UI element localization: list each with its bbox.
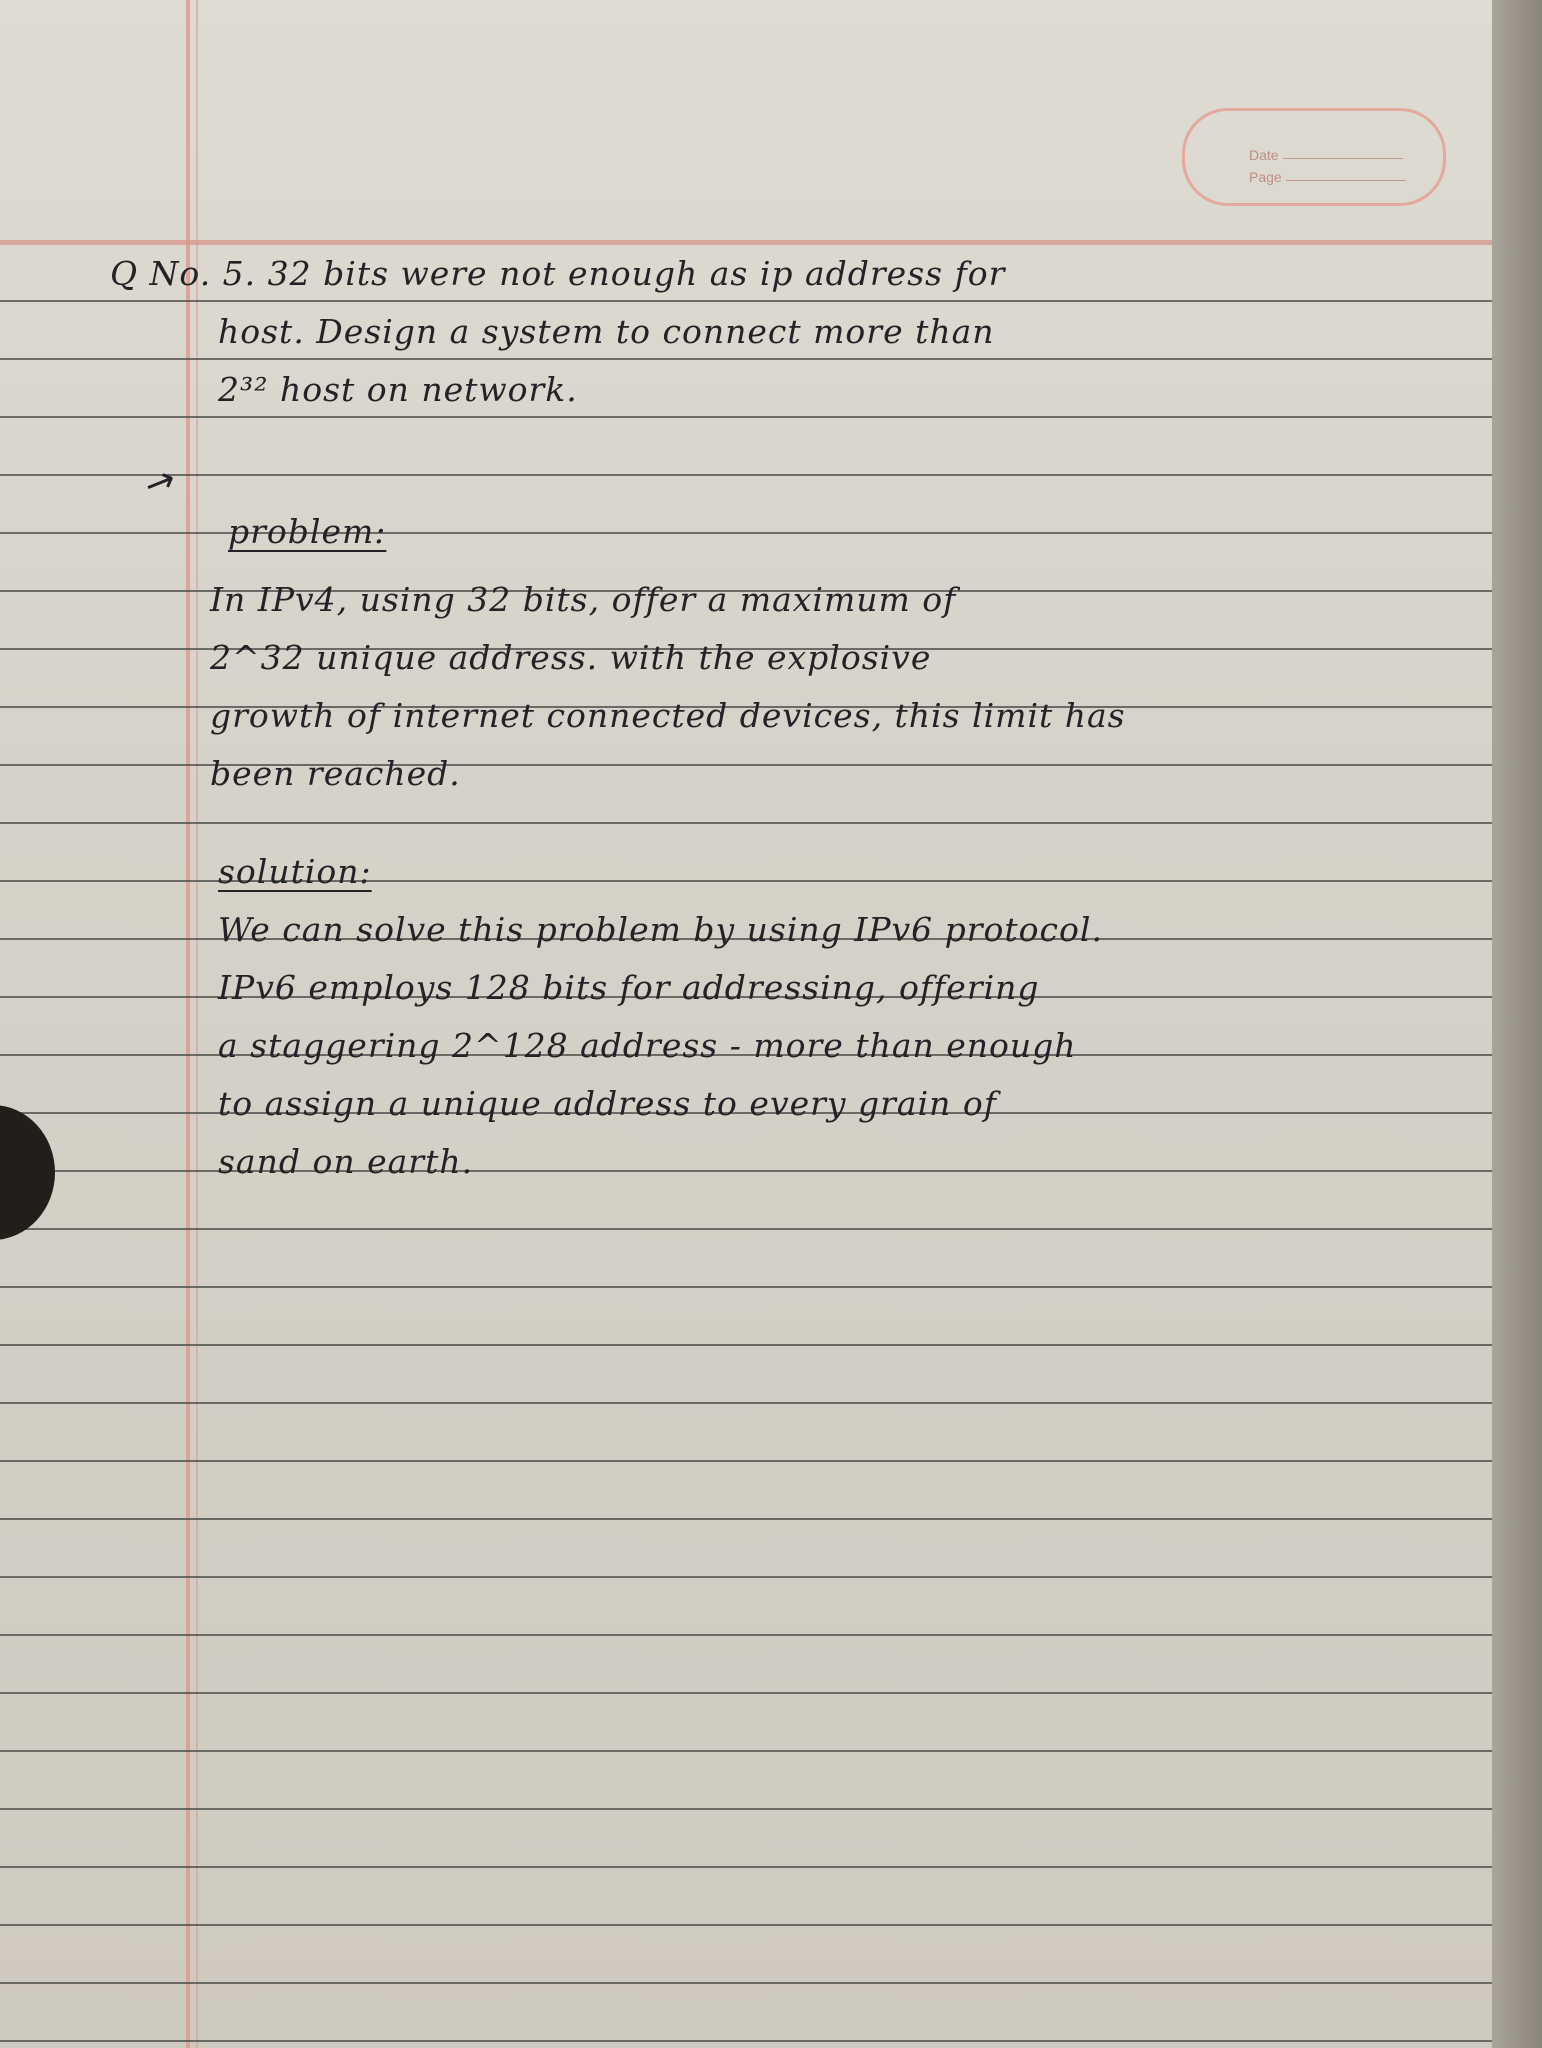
problem-line: 2^32 unique address. with the explosive xyxy=(210,638,932,677)
ruled-line xyxy=(0,1924,1492,1926)
ruled-line xyxy=(0,1692,1492,1694)
ruled-line xyxy=(0,1228,1492,1230)
solution-heading: solution: xyxy=(218,852,372,891)
top-margin-line xyxy=(0,240,1492,245)
solution-line: to assign a unique address to every grain of xyxy=(218,1084,997,1123)
left-margin-line xyxy=(186,0,190,2048)
solution-line: sand on earth. xyxy=(218,1142,474,1181)
ruled-line xyxy=(0,1982,1492,1984)
question-line: Q No. 5. 32 bits were not enough as ip address for xyxy=(110,254,1006,293)
ruled-line xyxy=(0,300,1492,302)
ruled-line xyxy=(0,1634,1492,1636)
ruled-line xyxy=(0,1750,1492,1752)
question-line: 2³² host on network. xyxy=(218,370,578,409)
ruled-line xyxy=(0,416,1492,418)
date-page-box xyxy=(1182,108,1446,206)
ruled-line xyxy=(0,1344,1492,1346)
problem-line: In IPv4, using 32 bits, offer a maximum of xyxy=(210,580,957,619)
ruled-line xyxy=(0,822,1492,824)
solution-line: IPv6 employs 128 bits for addressing, offering xyxy=(218,968,1040,1007)
question-line: host. Design a system to connect more than xyxy=(218,312,995,351)
page-blank xyxy=(1286,180,1406,181)
date-blank xyxy=(1283,158,1403,159)
ruled-line xyxy=(0,1518,1492,1520)
ruled-line xyxy=(0,358,1492,360)
left-margin-line-secondary xyxy=(196,0,198,2048)
page-edge-shadow xyxy=(1492,0,1542,2048)
ruled-line xyxy=(0,1576,1492,1578)
solution-line: We can solve this problem by using IPv6 protocol. xyxy=(218,910,1103,949)
ruled-line xyxy=(0,1866,1492,1868)
ruled-line xyxy=(0,1808,1492,1810)
ruled-line xyxy=(0,532,1492,534)
problem-heading: problem: xyxy=(228,512,387,551)
problem-line: been reached. xyxy=(210,754,461,793)
ruled-line xyxy=(0,2040,1492,2042)
ruled-line xyxy=(0,1402,1492,1404)
thumb-shadow xyxy=(0,1105,55,1240)
ruled-line xyxy=(0,474,1492,476)
problem-line: growth of internet connected devices, this limit has xyxy=(210,696,1126,735)
page-label: Page xyxy=(1249,169,1282,185)
ruled-line xyxy=(0,1286,1492,1288)
solution-line: a staggering 2^128 address - more than enough xyxy=(218,1026,1077,1065)
ruled-line xyxy=(0,1460,1492,1462)
date-label: Date xyxy=(1249,147,1279,163)
arrow-icon: → xyxy=(138,457,182,508)
